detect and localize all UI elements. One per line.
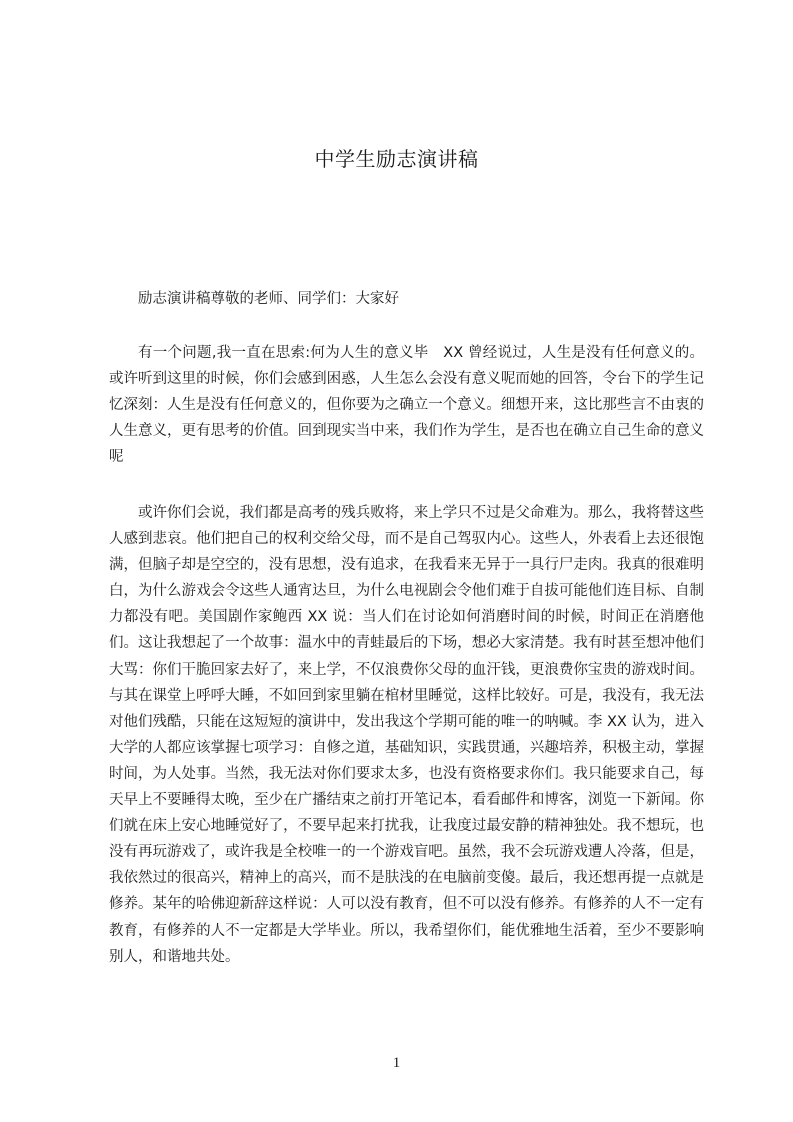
page-number: 1 [392, 1055, 401, 1071]
salutation-line: 励志演讲稿尊敬的老师、同学们：大家好 [138, 291, 399, 307]
paragraph-2: 或许你们会说，我们都是高考的残兵败将，来上学只不过是父命难为。那么，我将替这些人感到悲哀。他们把自己的权利交给父母，而不是自己驾驭内心。这些人，外表看上去还很饱满，但脑子却是空空的，没有思想，没有追求，在我看来无异于一具行尸走肉。我真的很难明白，为什么游戏会令这些人通宵达旦，为什么电视剧会令他们难于自拔可能他们连目标、自制力都没有吧。美国剧作家鲍西 XX 说：当人们在讨论如何消磨时间的时候，时间正在消磨他们。这让我想起了一个故事：温水中的青蛙最后的下场，想必大家清楚。我有时甚至想冲他们大骂：你们干脆回家去好了，来上学，不仅浪费你父母的血汗钱，更浪费你宝贵的游戏时间。与其在课堂上呼呼大睡，不如回到家里躺在棺材里睡觉，这样比较好。可是，我没有，我无法对他们残酷，只能在这短短的演讲中，发出我这个学期可能的唯一的呐喊。李 XX 认为，进入大学的人都应该掌握七项学习：自修之道，基础知识，实践贯通，兴趣培养，积极主动，掌握时间，为人处事。当然，我无法对你们要求太多，也没有资格要求你们。我只能要求自己，每天早上不要睡得太晚，至少在广播结束之前打开笔记本，看看邮件和博客，浏览一下新闻。你们就在床上安心地睡觉好了，不要早起来打扰我，让我度过最安静的精神独处。我不想玩，也没有再玩游戏了，或许我是全校唯一的一个游戏盲吧。虽然，我不会玩游戏遭人冷落，但是，我依然过的很高兴，精神上的高兴，而不是肤浅的在电脑前变傻。最后，我还想再提一点就是修养。某年的哈佛迎新辞这样说：人可以没有教育，但不可以没有修养。有修养的人不一定有教育，有修养的人不一定都是大学毕业。所以，我希望你们，能优雅地生活着，至少不要影响别人，和谐地共处。 [109, 505, 704, 965]
paragraph-1: 有一个问题,我一直在思索:何为人生的意义毕 XX 曾经说过，人生是没有任何意义的。或许听到这里的时候，你们会感到困惑，人生怎么会没有意义呢而她的回答，令台下的学生记忆深刻：人生是没有任何意义的，但你要为之确立一个意义。细想开来，这比那些言不由衷的人生意义，更有思考的价值。回到现实当中来，我们作为学生，是否也在确立自己生命的意义呢 [109, 345, 704, 466]
document-title: 中学生励志演讲稿 [314, 147, 479, 171]
